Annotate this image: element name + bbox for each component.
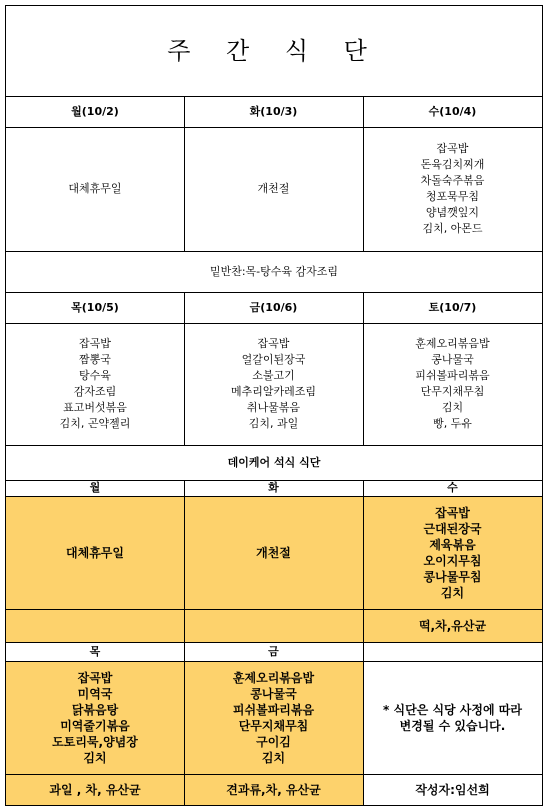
menu-item: 김치, 곤약젤리 — [59, 417, 131, 430]
menu-sat — [363, 323, 542, 445]
day-header-fri: 금(10/6) — [249, 300, 298, 314]
grid-line — [6, 292, 542, 293]
menu-item: 훈제오리볶음밥 — [232, 670, 315, 685]
menu-item: 단무지채무침 — [238, 718, 309, 733]
menu-item: 피쉬볼파리볶음 — [415, 369, 490, 382]
menu-item: 김치, 과일 — [248, 417, 299, 430]
menu-item: 콩나물국 — [431, 353, 474, 366]
weekly-menu-sheet — [5, 5, 543, 806]
grid-line — [6, 96, 542, 97]
menu-item: 미역국 — [77, 686, 113, 701]
daycare-snack-thu: 과일 , 차, 유산균 — [6, 774, 184, 805]
daycare-snack-wed: 떡,차,유산균 — [363, 609, 542, 642]
day-header-wed: 수(10/4) — [428, 104, 477, 118]
menu-item: * 식단은 식당 사정에 따라 — [383, 702, 522, 717]
menu-item: 제육볶음 — [429, 537, 476, 552]
grid-line — [6, 642, 542, 643]
menu-item: 김치 — [83, 750, 107, 765]
menu-tue — [184, 127, 363, 251]
grid-line — [6, 251, 542, 252]
menu-item: 잡곡밥 — [257, 337, 290, 350]
daycare-menu-mon — [6, 496, 184, 609]
grid-line — [184, 480, 185, 805]
menu-item: 양념깻잎지 — [425, 206, 480, 219]
author-credit: 작성자:임선희 — [415, 782, 490, 797]
menu-item: 빵, 두유 — [433, 417, 472, 430]
grid-line — [6, 323, 542, 324]
menu-item: 메추리알카레조림 — [230, 385, 316, 398]
menu-item: 변경될 수 있습니다. — [399, 718, 506, 733]
daycare-header-empty — [363, 642, 542, 661]
menu-item: 표고버섯볶음 — [63, 401, 127, 414]
day-header-sat: 토(10/7) — [428, 300, 477, 314]
daycare-heading: 데이케어 석식 식단 — [227, 455, 321, 469]
menu-item: 김치 — [441, 401, 464, 414]
menu-item: 취나물볶음 — [246, 401, 301, 414]
menu-item: 감자조림 — [73, 385, 117, 398]
grid-line — [6, 661, 542, 662]
grid-line — [363, 292, 364, 445]
daycare-snack-mon — [6, 609, 184, 642]
menu-item: 콩나물국 — [250, 686, 297, 701]
daycare-menu-thu — [6, 661, 184, 774]
menu-item: 잡곡밥 — [436, 142, 469, 155]
daycare-menu-tue — [184, 496, 363, 609]
menu-item: 짬뽕국 — [79, 353, 111, 366]
menu-item: 청포묵무침 — [425, 190, 480, 203]
menu-item: 소불고기 — [252, 369, 295, 382]
grid-line — [6, 480, 542, 481]
daycare-snack-tue — [184, 609, 363, 642]
menu-item: 돈육김치찌개 — [420, 158, 485, 171]
grid-line — [6, 445, 542, 446]
daycare-header-thu: 목 — [89, 644, 101, 658]
menu-item: 근대된장국 — [423, 521, 482, 536]
menu-item: 김치 — [440, 585, 465, 600]
menu-item: 단무지채무침 — [420, 385, 485, 398]
menu-item: 차돌숙주볶음 — [420, 174, 485, 187]
day-header-thu: 목(10/5) — [71, 300, 119, 314]
menu-item: 잡곡밥 — [77, 670, 113, 685]
grid-line — [184, 292, 185, 445]
menu-change-notice — [363, 661, 542, 774]
menu-item: 미역줄기볶음 — [60, 718, 130, 733]
menu-item: 개천절 — [256, 545, 291, 560]
side-dish-note: 밑반찬:목-탕수육 감자조림 — [209, 264, 339, 278]
menu-item: 탕수육 — [79, 369, 111, 382]
day-header-mon: 월(10/2) — [71, 104, 119, 118]
grid-line — [6, 774, 542, 775]
grid-line — [184, 96, 185, 251]
menu-item: 잡곡밥 — [435, 505, 470, 520]
grid-line — [6, 127, 542, 128]
daycare-header-fri: 금 — [268, 644, 279, 658]
menu-item: 잡곡밥 — [79, 337, 111, 350]
menu-item: 오이지무침 — [423, 553, 482, 568]
page-title: 주 간 식 단 — [167, 37, 381, 65]
grid-line — [363, 96, 364, 251]
grid-line — [6, 609, 542, 610]
menu-item: 구이김 — [256, 734, 291, 749]
daycare-snack-fri: 견과류,차, 유산균 — [184, 774, 363, 805]
menu-item: 대체휴무일 — [66, 545, 124, 560]
menu-item: 김치, 아몬드 — [422, 222, 483, 235]
menu-item: 김치 — [261, 750, 286, 765]
daycare-menu-wed — [363, 496, 542, 609]
grid-line — [363, 480, 364, 805]
grid-line — [6, 496, 542, 497]
menu-item: 대체휴무일 — [68, 182, 122, 195]
menu-item: 도토리묵,양념장 — [52, 734, 138, 749]
daycare-header-tue: 화 — [268, 481, 279, 494]
menu-item: 닭볶음탕 — [71, 702, 119, 717]
menu-item: 개천절 — [257, 182, 290, 195]
menu-item: 콩나물무침 — [423, 569, 482, 584]
daycare-header-mon: 월 — [89, 481, 101, 494]
daycare-header-wed: 수 — [447, 481, 458, 494]
menu-mon — [6, 127, 184, 251]
menu-thu — [6, 323, 184, 445]
menu-wed — [363, 127, 542, 251]
day-header-tue: 화(10/3) — [249, 104, 298, 118]
menu-item: 훈제오리볶음밥 — [415, 337, 490, 350]
menu-item: 피쉬볼파리볶음 — [232, 702, 315, 717]
menu-fri — [184, 323, 363, 445]
menu-item: 얼갈이된장국 — [241, 353, 306, 366]
daycare-menu-fri — [184, 661, 363, 774]
